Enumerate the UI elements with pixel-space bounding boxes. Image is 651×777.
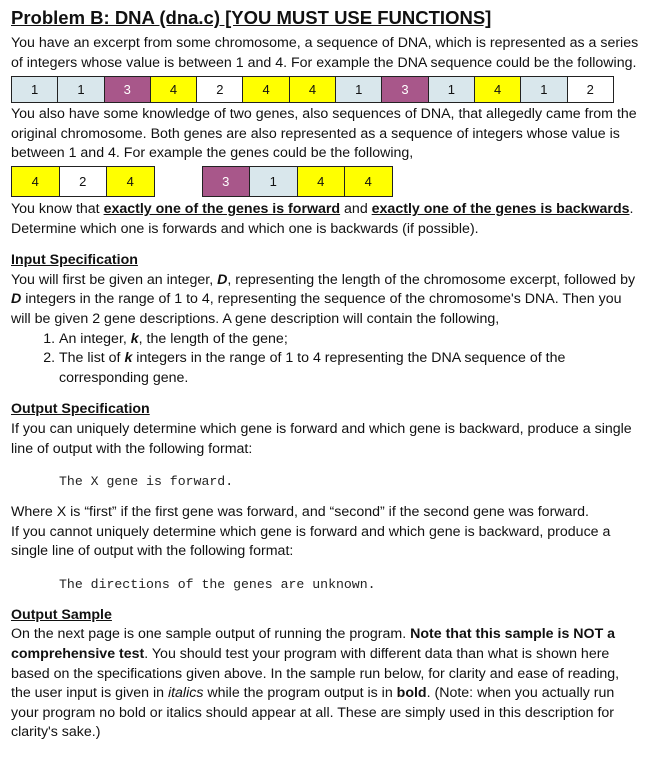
forward-backward-paragraph: You know that exactly one of the genes is forward and exactly one of the genes is backwards. Determine which one is forwards and which one is backwards (if possible).: [11, 200, 634, 237]
chromosome-cell: 3: [381, 76, 428, 103]
chromosome-cell: 2: [567, 76, 614, 103]
gene-1-cell: 4: [11, 166, 60, 197]
output-sample-paragraph: On the next page is one sample output of running the program. Note that this sample is NOT a comprehensive test. You should test your program with different data than what is shown here based on the specifications given above. In the sample run below, for clarity and ease of reading, the user input is given in italics while the program output is in bold. (Note: when you actually run your program no bold or italics should appear at all. These are simply used in this description for clarity's sake.): [11, 626, 620, 741]
gene-2-sequence: [202, 166, 393, 197]
chromosome-cell: 4: [289, 76, 336, 103]
gene-2-cell: 4: [344, 166, 393, 197]
list-item: 2. The list of k integers in the range of 1 to 4 representing the DNA sequence of the corresponding gene.: [59, 349, 639, 388]
genes-paragraph: You also have some knowledge of two genes, also sequences of DNA, that allegedly came from the original chromosome. Both genes are also represented as a sequence of integers whose value is between 1 and 4. For example the genes could be the following,: [11, 106, 637, 162]
output-spec-heading: Output Specification: [11, 401, 150, 418]
gene-2-cell: 4: [297, 166, 346, 197]
intro-paragraph: You have an excerpt from some chromosome, a sequence of DNA, which is represented as a series of integers whose value is between 1 and 4. For example the DNA sequence could be the following.: [11, 35, 639, 71]
chromosome-cell: 2: [196, 76, 243, 103]
chromosome-cell: 1: [335, 76, 382, 103]
gene-2-cell: 3: [202, 166, 251, 197]
chromosome-sequence: [11, 76, 639, 103]
chromosome-cell: 1: [57, 76, 104, 103]
gene-description-list: [11, 330, 639, 389]
list-item: 1. An integer, k, the length of the gene;: [59, 330, 639, 350]
chromosome-cell: 4: [150, 76, 197, 103]
gene-1-cell: 4: [106, 166, 155, 197]
problem-title: Problem B: DNA (dna.c) [YOU MUST USE FUNCTIONS]: [11, 7, 492, 28]
forward-format-code: The X gene is forward.: [59, 474, 234, 490]
gene-1-sequence: [11, 166, 155, 197]
chromosome-cell: 1: [520, 76, 567, 103]
chromosome-cell: 4: [242, 76, 289, 103]
gene-2-cell: 1: [249, 166, 298, 197]
output-spec-paragraph-2: Where X is “first” if the first gene was forward, and “second” if the second gene was forward.: [11, 504, 589, 521]
input-spec-heading: Input Specification: [11, 252, 138, 269]
genes-example: [11, 166, 639, 197]
output-spec-paragraph-3: If you cannot uniquely determine which gene is forward and which gene is backward, produce a single line of output with the following format:: [11, 523, 611, 560]
chromosome-cell: 1: [11, 76, 58, 103]
chromosome-cell: 1: [428, 76, 475, 103]
input-spec-paragraph: You will first be given an integer, D, representing the length of the chromosome excerpt, followed by D integers in the range of 1 to 4, representing the sequence of the chromosome's DNA. Then you will be given 2 gene descriptions. A gene description will contain the following,: [11, 271, 636, 327]
output-sample-heading: Output Sample: [11, 606, 112, 623]
chromosome-cell: 3: [104, 76, 151, 103]
chromosome-cell: 4: [474, 76, 521, 103]
output-spec-paragraph-1: If you can uniquely determine which gene is forward and which gene is backward, produce a single line of output with the following format:: [11, 420, 632, 457]
gene-1-cell: 2: [59, 166, 108, 197]
unknown-format-code: The directions of the genes are unknown.: [59, 576, 376, 592]
